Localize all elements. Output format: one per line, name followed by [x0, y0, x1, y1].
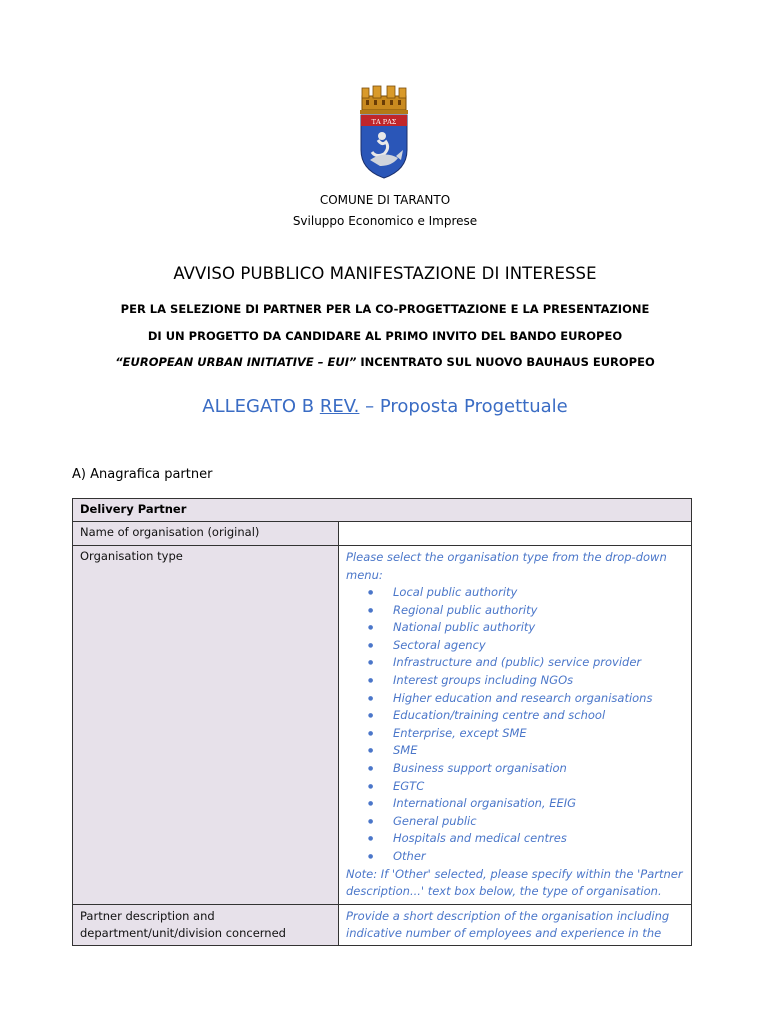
subtitle-line-2: DI UN PROGETTO DA CANDIDARE AL PRIMO INVITO DEL BANDO EUROPEO [147, 329, 623, 343]
org-type-option[interactable]: ● International organisation, EEIG [346, 795, 684, 813]
org-type-field[interactable] [339, 546, 692, 905]
org-type-option[interactable]: ● Infrastructure and (public) service provider [346, 654, 684, 672]
partner-description-field[interactable]: Provide a short description of the organisation including indicative number of employees and experience in the [339, 904, 692, 945]
annex-heading [0, 396, 770, 417]
svg-text:ΤΑ ΡΑΣ: ΤΑ ΡΑΣ [371, 118, 397, 126]
org-type-option[interactable]: ● Enterprise, except SME [346, 725, 684, 743]
org-type-option[interactable]: ● National public authority [346, 619, 684, 637]
org-type-option[interactable]: ● Higher education and research organisations [346, 690, 684, 708]
subtitle-line-1: PER LA SELEZIONE DI PARTNER PER LA CO-PROGETTAZIONE E LA PRESENTAZIONE [120, 302, 650, 316]
partner-description-label: Partner description and department/unit/division concerned [73, 904, 339, 945]
annex-rev: REV. [319, 396, 360, 417]
org-type-note: Note: If 'Other' selected, please specify within the 'Partner description...' text box below, the type of organisation. [346, 866, 683, 898]
org-type-option[interactable]: ● Interest groups including NGOs [346, 672, 684, 690]
partner-form-table [72, 498, 692, 946]
issuer-department: Sviluppo Economico e Imprese [292, 214, 478, 228]
issuer-name: COMUNE DI TARANTO [319, 193, 451, 207]
org-type-option[interactable]: ● Sectoral agency [346, 637, 684, 655]
section-heading: A) Anagrafica partner [72, 467, 213, 482]
city-crest-logo [356, 84, 412, 180]
org-type-option[interactable]: ● Other [346, 848, 684, 866]
org-name-field[interactable] [339, 522, 692, 546]
annex-label: ALLEGATO B [202, 396, 320, 417]
org-name-label: Name of organisation (original) [73, 522, 339, 546]
org-type-option[interactable]: ● General public [346, 813, 684, 831]
org-type-option[interactable]: ● Business support organisation [346, 760, 684, 778]
org-type-label: Organisation type [73, 546, 339, 905]
subtitle-line-3-rest: INCENTRATO SUL NUOVO BAUHAUS EUROPEO [356, 355, 655, 369]
org-type-option[interactable]: ● SME [346, 742, 684, 760]
subtitle-line-3 [0, 355, 770, 369]
annex-subtitle: – Proposta Progettuale [359, 396, 568, 417]
org-type-option[interactable]: ● Hospitals and medical centres [346, 830, 684, 848]
org-type-intro: Please select the organisation type from the drop-down menu: [346, 550, 667, 582]
document-title: AVVISO PUBBLICO MANIFESTAZIONE DI INTERESSE [173, 264, 597, 283]
org-type-option[interactable]: ● Local public authority [346, 584, 684, 602]
org-type-option[interactable]: ● EGTC [346, 778, 684, 796]
table-header: Delivery Partner [73, 499, 692, 522]
org-type-option[interactable]: ● Regional public authority [346, 602, 684, 620]
org-type-option[interactable]: ● Education/training centre and school [346, 707, 684, 725]
subtitle-initiative-name: “EUROPEAN URBAN INITIATIVE – EUI” [115, 355, 357, 369]
org-type-list [346, 584, 684, 866]
